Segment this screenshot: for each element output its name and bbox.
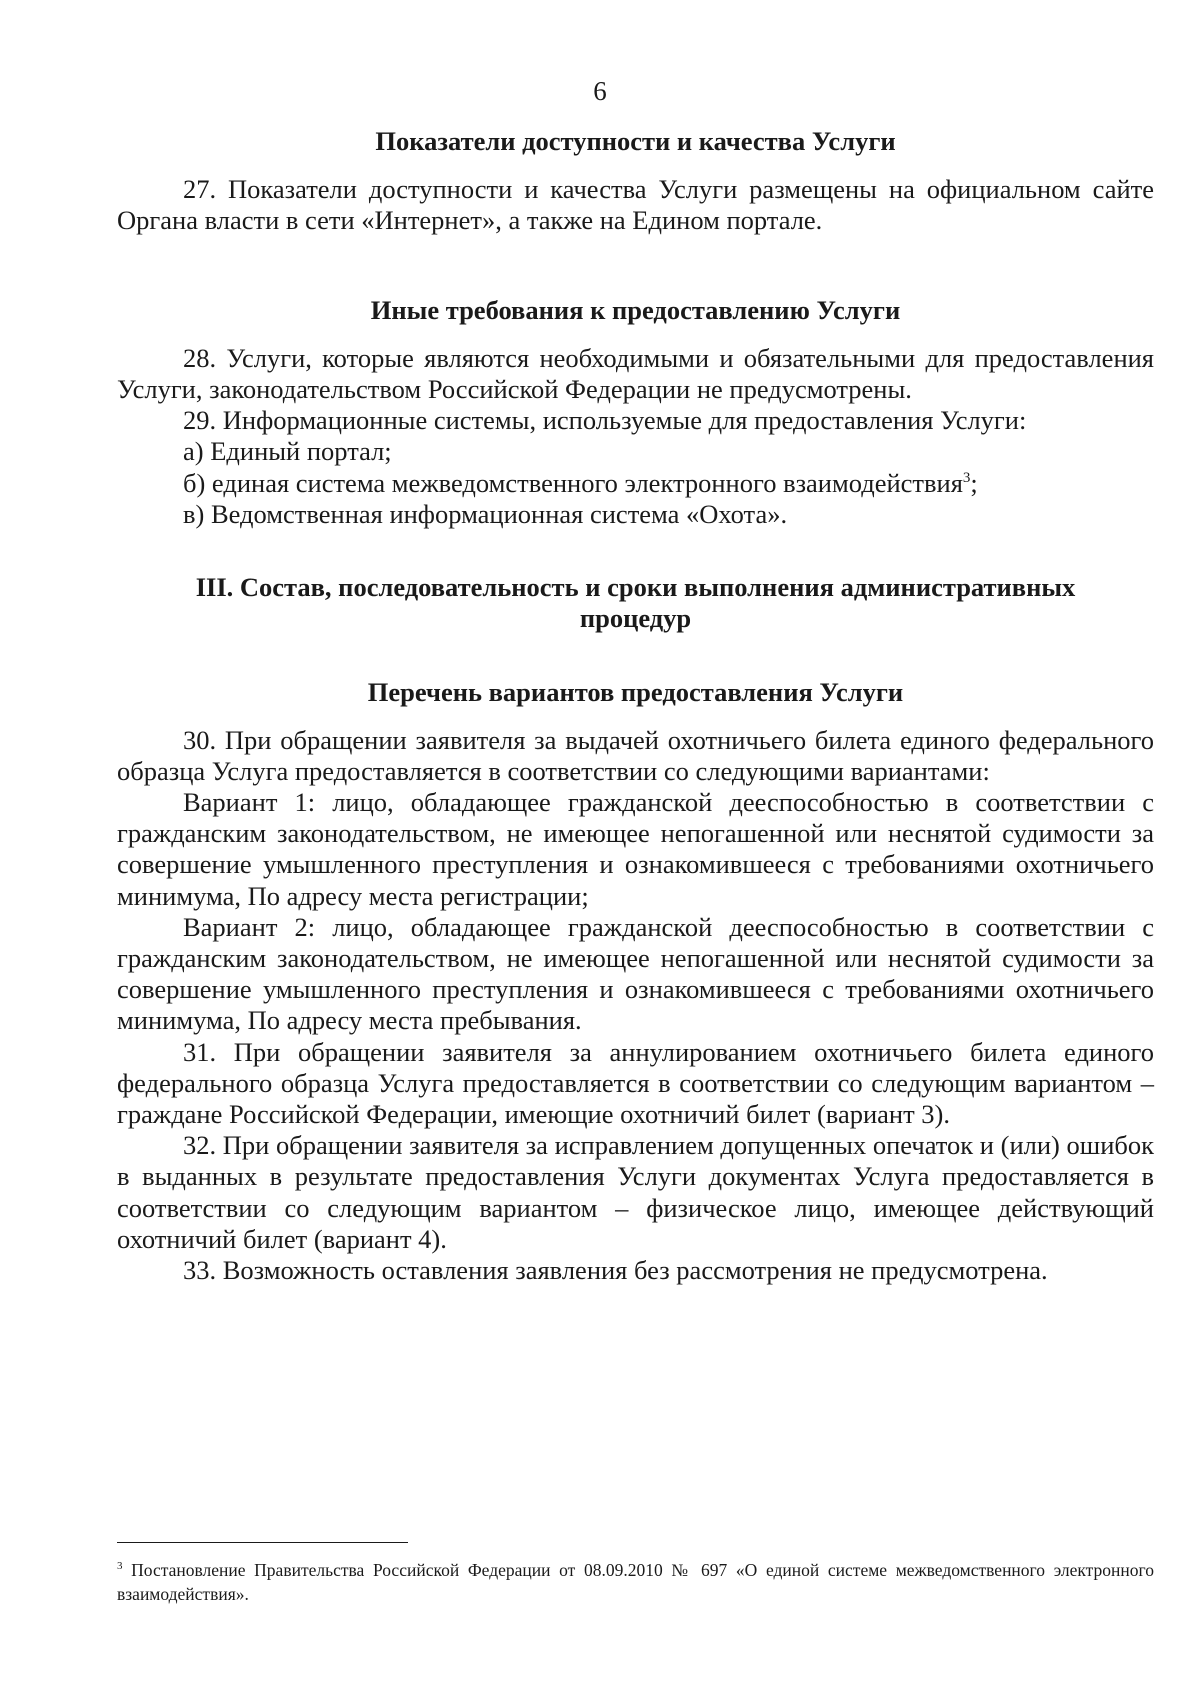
paragraph-29: 29. Информационные системы, используемые для предоставления Услуги:: [183, 405, 1027, 436]
document-body: [117, 126, 1154, 1286]
paragraph-32: 32. При обращении заявителя за исправлением допущенных опечаток и (или) ошибок в выданных в результате предоставления Услуги документах Услуга предоставляется в соответствии со следующим вариантом – физическое лицо, имеющее действующий охотничий билет (вариант 4).: [117, 1130, 1154, 1254]
paragraph-33: 33. Возможность оставления заявления без рассмотрения не предусмотрена.: [183, 1255, 1048, 1286]
section-heading-accessibility: Показатели доступности и качества Услуги: [375, 126, 896, 156]
list-item-b-text: б) единая система межведомственного электронного взаимодействия: [183, 467, 963, 498]
list-item-a: а) Единый портал;: [183, 436, 392, 467]
chapter-heading-line-2: процедур: [579, 603, 692, 634]
footnote-separator: [117, 1542, 408, 1543]
paragraph-31: 31. При обращении заявителя за аннулированием охотничьего билета единого федерального образца Услуга предоставляется в соответствии со следующим вариантом – граждане Российской Федерации, имеющие охотничий билет (вариант 3).: [117, 1036, 1154, 1130]
footnote-text: Постановление Правительства Российской Федерации от 08.09.2010 № 697 «О единой системе межведомственного электронного взаимодействия».: [117, 1560, 1154, 1604]
list-item-b-end: ;: [970, 467, 978, 498]
list-item-v: в) Ведомственная информационная система «Охота».: [183, 498, 788, 529]
variant-2: Вариант 2: лицо, обладающее гражданской дееспособностью в соответствии с гражданским законодательством, не имеющее непогашенной или неснятой судимости за совершение умышленного преступления и ознакомившееся с требованиями охотничьего минимума, По адресу места пребывания.: [117, 911, 1154, 1036]
footnote-marker: 3: [117, 1560, 123, 1573]
section-heading-other-requirements: Иные требования к предоставлению Услуги: [370, 294, 901, 325]
paragraph-30: 30. При обращении заявителя за выдачей охотничьего билета единого федерального образца Услуга предоставляется в соответствии со следующими вариантами:: [117, 724, 1154, 786]
paragraph-28: 28. Услуги, которые являются необходимыми и обязательными для предоставления Услуги, законодательством Российской Федерации не предусмотрены.: [117, 342, 1154, 405]
paragraph-27: 27. Показатели доступности и качества Услуги размещены на официальном сайте Органа власти в сети «Интернет», а также на Едином портале.: [117, 174, 1154, 236]
page-number: 6: [593, 76, 607, 106]
footnote: [117, 1558, 1154, 1606]
list-item-b: [117, 468, 1154, 499]
chapter-heading-line-1: III. Состав, последовательность и сроки выполнения административных: [195, 572, 1076, 603]
footnote-reference: 3: [962, 469, 971, 486]
section-heading-variants: Перечень вариантов предоставления Услуги: [367, 677, 904, 708]
variant-1: Вариант 1: лицо, обладающее гражданской дееспособностью в соответствии с гражданским законодательством, не имеющее непогашенной или неснятой судимости за совершение умышленного преступления и ознакомившееся с требованиями охотничьего минимума, По адресу места регистрации;: [117, 787, 1154, 911]
